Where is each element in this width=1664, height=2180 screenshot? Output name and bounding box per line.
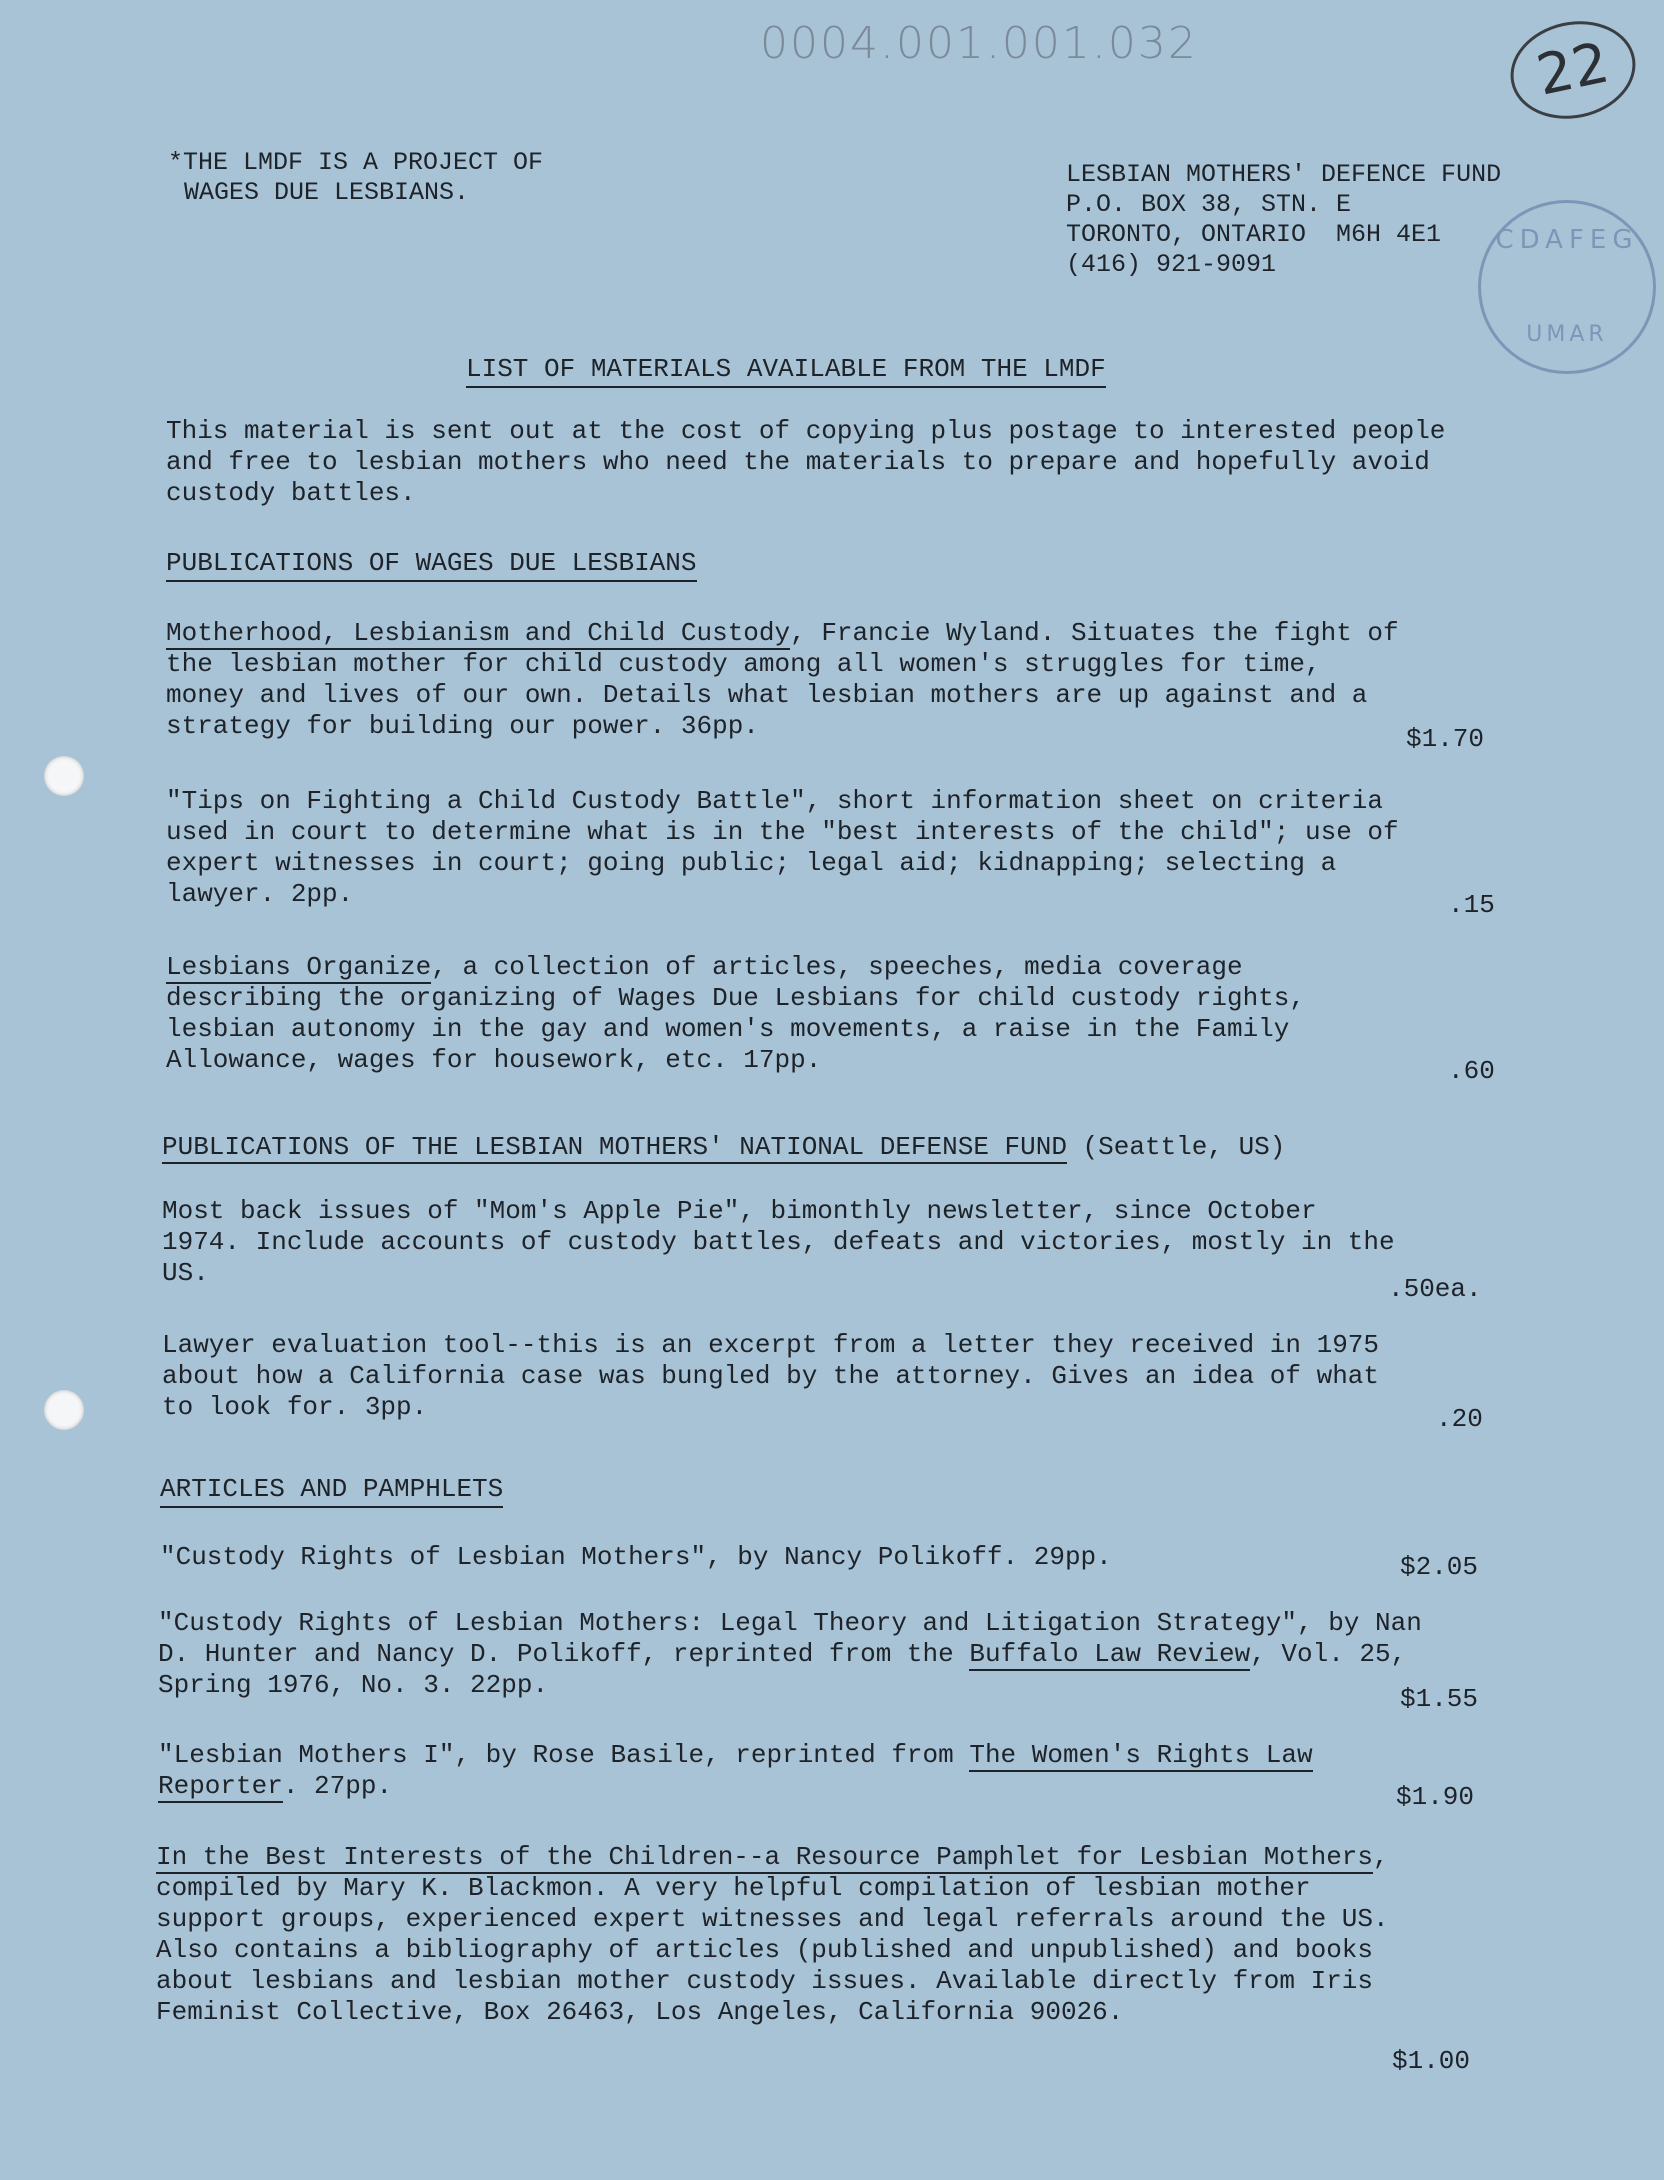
list-item [158, 1740, 1398, 1802]
address-line: LESBIAN MOTHERS' DEFENCE FUND [1066, 160, 1502, 189]
stamp-top-text: CDAFEG [1495, 225, 1639, 255]
item-text: "Custody Rights of Lesbian Mothers", by Nancy Polikoff. 29pp. [160, 1542, 1112, 1572]
list-item [166, 952, 1406, 1076]
punch-hole-bottom [44, 1390, 84, 1430]
item-price: $1.70 [1406, 724, 1485, 754]
return-address [1066, 160, 1501, 280]
item-price: .20 [1436, 1404, 1483, 1434]
list-item [158, 1608, 1438, 1701]
item-price: .60 [1448, 1056, 1495, 1086]
item-text: "Tips on Fighting a Child Custody Battle", short information sheet on criteria used in court to determine what is in the "best interests of the child"; use of expert witnesses in court; going public; legal aid; kidnapping; selecting a lawyer. 2pp. [166, 786, 1399, 909]
item-price: $1.00 [1392, 2046, 1471, 2076]
section-heading: PUBLICATIONS OF WAGES DUE LESBIANS [166, 548, 697, 582]
list-item [166, 618, 1406, 742]
item-title: In the Best Interests of the Children--a Resource Pamphlet for Lesbian Mothers [156, 1842, 1373, 1872]
address-line: P.O. BOX 38, STN. E [1066, 190, 1352, 219]
item-text: , Francie Wyland. Situates the fight of the lesbian mother for child custody among all women's struggles for time, money and lives of our own. Details what lesbian mothers are up against and a strategy for building our power. 36pp. [166, 618, 1399, 741]
list-item [156, 1842, 1396, 2028]
archive-number: 0004.001.001.032 [760, 18, 1198, 69]
item-text: . 27pp. [282, 1771, 393, 1801]
address-line: TORONTO, ONTARIO M6H 4E1 [1066, 220, 1442, 249]
archive-stamp [1478, 200, 1656, 374]
item-price: .15 [1448, 890, 1495, 920]
item-source: The Women's Rights Law Reporter [158, 1740, 1313, 1801]
item-title: Motherhood, Lesbianism and Child Custody [166, 618, 791, 648]
section-heading-suffix: (Seattle, US) [1066, 1132, 1286, 1162]
list-item [160, 1542, 1420, 1573]
section-heading-row [162, 1132, 1285, 1162]
intro-paragraph: This material is sent out at the cost of copying plus postage to interested people and free to lesbian mothers who need the materials to prepare and hopefully avoid custody battles. [166, 416, 1446, 508]
list-item [166, 786, 1406, 910]
page-number: 22 [1501, 10, 1644, 130]
item-price: $1.90 [1396, 1782, 1475, 1812]
item-text: Lawyer evaluation tool--this is an excerpt from a letter they received in 1975 about how a California case was bungled by the attorney. Gives an idea of what to look for. 3pp. [162, 1330, 1379, 1422]
item-text: "Custody Rights of Lesbian Mothers: Legal Theory and Litigation Strategy", by Nan D. Hunter and Nancy D. Polikoff, reprinted from the [158, 1608, 1422, 1669]
item-source: Buffalo Law Review [969, 1639, 1251, 1669]
project-note-line: WAGES DUE LESBIANS. [184, 178, 470, 207]
section-heading: PUBLICATIONS OF THE LESBIAN MOTHERS' NATIONAL DEFENSE FUND [162, 1132, 1067, 1162]
item-text: Most back issues of "Mom's Apple Pie", bimonthly newsletter, since October 1974. Include accounts of custody battles, defeats and victories, mostly in the US. [162, 1196, 1395, 1288]
list-item [162, 1330, 1402, 1423]
item-text: , compiled by Mary K. Blackmon. A very helpful compilation of lesbian mother support groups, experienced expert witnesses and legal referrals around the US. Also contains a bibliography of articles (published and unpublished) and books about lesbians and lesbian mother custody issues. Available directly from Iris Feminist Collective, Box 26463, Los Angeles, California 90026. [156, 1842, 1389, 2027]
item-price: $2.05 [1400, 1552, 1479, 1582]
section-heading: ARTICLES AND PAMPHLETS [160, 1474, 503, 1508]
punch-hole-top [44, 756, 84, 796]
item-title: Lesbians Organize [166, 952, 432, 982]
stamp-bottom-text: UMAR [1526, 322, 1608, 347]
list-item [162, 1196, 1402, 1289]
page-title: LIST OF MATERIALS AVAILABLE FROM THE LMDF [466, 354, 1106, 388]
project-note [168, 148, 543, 208]
project-note-line: *THE LMDF IS A PROJECT OF [168, 148, 544, 177]
item-text: , Vol. 25, Spring 1976, No. 3. 22pp. [158, 1639, 1407, 1700]
item-price: $1.55 [1400, 1684, 1479, 1714]
item-text: , a collection of articles, speeches, media coverage describing the organizing of Wages Due Lesbians for child custody rights, lesbian autonomy in the gay and women's movements, a raise in the Family Allowance, wages for housework, etc. 17pp. [166, 952, 1305, 1075]
item-text: "Lesbian Mothers I", by Rose Basile, reprinted from [158, 1740, 970, 1770]
address-line: (416) 921-9091 [1066, 250, 1277, 279]
item-price: .50ea. [1388, 1274, 1482, 1304]
